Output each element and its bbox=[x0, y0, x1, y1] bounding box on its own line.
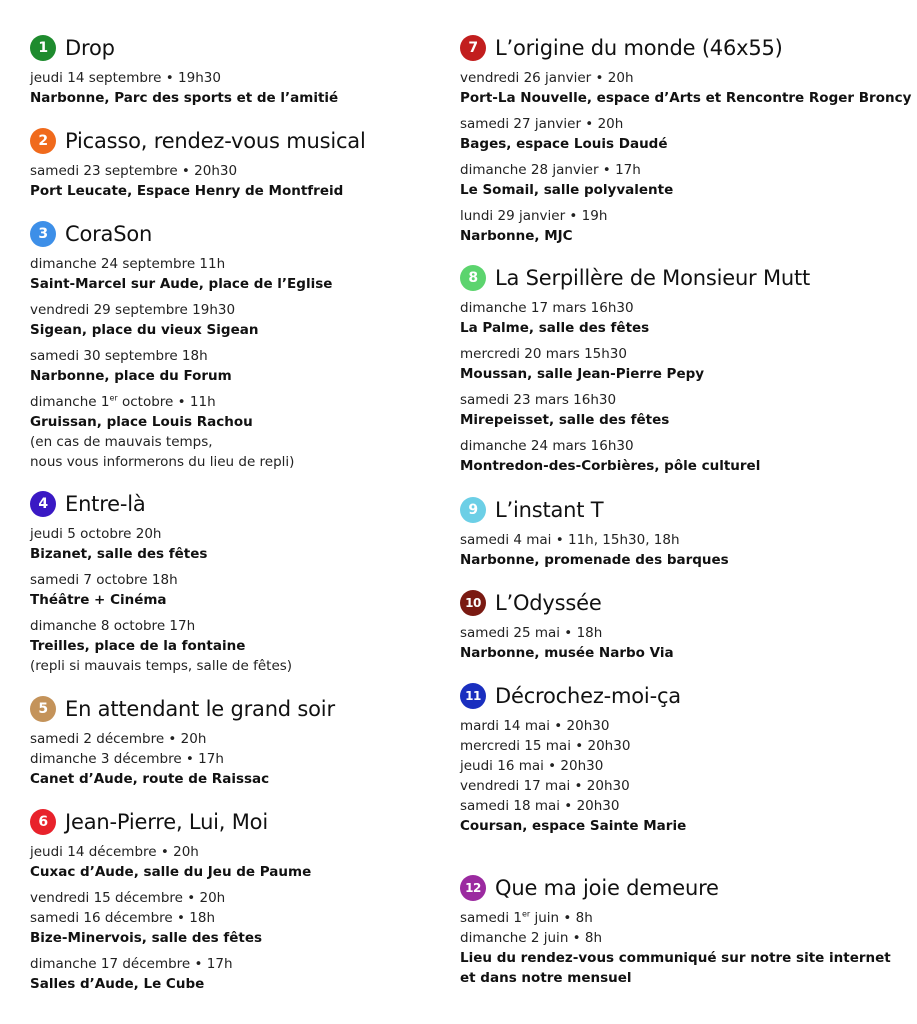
performance-date: samedi 7 octobre 18h bbox=[30, 572, 178, 588]
event-5 bbox=[30, 695, 440, 795]
performance-date: samedi 4 mai • 11h, 15h30, 18h bbox=[460, 532, 680, 548]
performance-group bbox=[460, 206, 900, 246]
performance-group bbox=[30, 888, 440, 948]
event-header bbox=[30, 34, 440, 62]
performance-group bbox=[30, 346, 440, 386]
performance-date bbox=[30, 392, 440, 412]
event-2 bbox=[30, 127, 440, 207]
performance-venue: Saint-Marcel sur Aude, place de l’Eglise bbox=[30, 276, 333, 292]
performance-venue: Bize-Minervois, salle des fêtes bbox=[30, 930, 263, 946]
event-title: L’origine du monde (46x55) bbox=[495, 36, 783, 60]
performance-group bbox=[30, 68, 440, 108]
event-number-badge: 9 bbox=[460, 497, 486, 523]
event-number-badge: 5 bbox=[30, 696, 56, 722]
performance-venue: Bages, espace Louis Daudé bbox=[460, 136, 668, 152]
event-8 bbox=[460, 264, 900, 482]
performance-group bbox=[30, 729, 440, 789]
performance-date: samedi 18 mai • 20h30 bbox=[460, 798, 620, 814]
performance-group bbox=[30, 616, 440, 676]
event-title: Picasso, rendez-vous musical bbox=[65, 129, 366, 153]
performance-date: vendredi 26 janvier • 20h bbox=[460, 70, 634, 86]
event-number-badge: 1 bbox=[30, 35, 56, 61]
performance-group bbox=[460, 344, 900, 384]
event-number-badge: 4 bbox=[30, 491, 56, 517]
event-header bbox=[460, 682, 900, 710]
event-header bbox=[460, 496, 900, 524]
performance-venue: Port-La Nouvelle, espace d’Arts et Rencontre Roger Broncy bbox=[460, 90, 912, 106]
date-part: samedi 1 bbox=[460, 910, 522, 926]
date-part: octobre • 11h bbox=[117, 394, 216, 410]
performance-date: dimanche 2 juin • 8h bbox=[460, 930, 603, 946]
performance-group bbox=[460, 436, 900, 476]
performance-date: samedi 30 septembre 18h bbox=[30, 348, 208, 364]
event-header bbox=[30, 490, 440, 518]
event-number-badge: 3 bbox=[30, 221, 56, 247]
performance-date: samedi 23 mars 16h30 bbox=[460, 392, 617, 408]
event-number-badge: 11 bbox=[460, 683, 486, 709]
performance-group bbox=[30, 842, 440, 882]
performance-date: samedi 23 septembre • 20h30 bbox=[30, 163, 238, 179]
event-header bbox=[460, 874, 900, 902]
performance-date: dimanche 8 octobre 17h bbox=[30, 618, 196, 634]
performance-group bbox=[30, 254, 440, 294]
event-title: Décrochez-moi-ça bbox=[495, 684, 681, 708]
event-header bbox=[460, 264, 900, 292]
performance-venue: Narbonne, MJC bbox=[460, 228, 573, 244]
event-title: En attendant le grand soir bbox=[65, 697, 335, 721]
performance-venue: Bizanet, salle des fêtes bbox=[30, 546, 208, 562]
performance-venue: Coursan, espace Sainte Marie bbox=[460, 818, 687, 834]
event-header bbox=[30, 695, 440, 723]
performance-date: jeudi 5 octobre 20h bbox=[30, 526, 162, 542]
performance-venue: Narbonne, Parc des sports et de l’amitié bbox=[30, 90, 339, 106]
performance-venue: Montredon-des-Corbières, pôle culturel bbox=[460, 458, 761, 474]
performance-date: jeudi 14 septembre • 19h30 bbox=[30, 70, 221, 86]
event-number-badge: 10 bbox=[460, 590, 486, 616]
event-title: Jean-Pierre, Lui, Moi bbox=[65, 810, 268, 834]
performance-venue: La Palme, salle des fêtes bbox=[460, 320, 650, 336]
date-part: dimanche 1 bbox=[30, 394, 110, 410]
performance-group bbox=[30, 300, 440, 340]
performance-venue: Canet d’Aude, route de Raissac bbox=[30, 771, 270, 787]
performance-date: dimanche 24 mars 16h30 bbox=[460, 438, 634, 454]
event-header bbox=[30, 220, 440, 248]
performance-venue: Salles d’Aude, Le Cube bbox=[30, 976, 205, 992]
event-title: L’Odyssée bbox=[495, 591, 602, 615]
event-header bbox=[30, 127, 440, 155]
date-part: juin • 8h bbox=[530, 910, 593, 926]
venue-note: nous vous informerons du lieu de repli) bbox=[30, 454, 295, 470]
performance-date: samedi 16 décembre • 18h bbox=[30, 910, 216, 926]
event-3 bbox=[30, 220, 440, 478]
performance-date: dimanche 3 décembre • 17h bbox=[30, 751, 224, 767]
performance-group bbox=[30, 570, 440, 610]
date-ordinal: er bbox=[521, 909, 531, 919]
event-title: Que ma joie demeure bbox=[495, 876, 719, 900]
performance-date: vendredi 29 septembre 19h30 bbox=[30, 302, 236, 318]
performance-group bbox=[460, 160, 900, 200]
performance-group bbox=[460, 623, 900, 663]
performance-group bbox=[460, 530, 900, 570]
event-10 bbox=[460, 589, 900, 669]
event-number-badge: 6 bbox=[30, 809, 56, 835]
performance-date: dimanche 17 décembre • 17h bbox=[30, 956, 233, 972]
event-number-badge: 12 bbox=[460, 875, 486, 901]
venue-note: (repli si mauvais temps, salle de fêtes) bbox=[30, 658, 293, 674]
event-title: L’instant T bbox=[495, 498, 604, 522]
venue-note: et dans notre mensuel bbox=[460, 970, 632, 986]
performance-group bbox=[460, 716, 900, 836]
performance-date: vendredi 15 décembre • 20h bbox=[30, 890, 226, 906]
performance-date: dimanche 24 septembre 11h bbox=[30, 256, 226, 272]
event-number-badge: 8 bbox=[460, 265, 486, 291]
performance-date bbox=[460, 908, 900, 928]
date-ordinal: er bbox=[109, 393, 118, 403]
performance-group bbox=[30, 954, 440, 994]
performance-group bbox=[460, 298, 900, 338]
event-4 bbox=[30, 490, 440, 682]
performance-venue: Cuxac d’Aude, salle du Jeu de Paume bbox=[30, 864, 312, 880]
performance-date: jeudi 14 décembre • 20h bbox=[30, 844, 199, 860]
performance-venue: Narbonne, musée Narbo Via bbox=[460, 645, 674, 661]
performance-venue: Le Somail, salle polyvalente bbox=[460, 182, 674, 198]
performance-date: jeudi 16 mai • 20h30 bbox=[460, 758, 604, 774]
performance-group bbox=[460, 908, 900, 988]
performance-venue: Port Leucate, Espace Henry de Montfreid bbox=[30, 183, 344, 199]
event-6 bbox=[30, 808, 440, 1000]
performance-venue: Théâtre + Cinéma bbox=[30, 592, 167, 608]
event-header bbox=[460, 589, 900, 617]
event-12 bbox=[460, 874, 900, 994]
event-header bbox=[30, 808, 440, 836]
performance-group bbox=[30, 524, 440, 564]
event-header bbox=[460, 34, 900, 62]
performance-venue: Moussan, salle Jean-Pierre Pepy bbox=[460, 366, 705, 382]
event-title: CoraSon bbox=[65, 222, 153, 246]
performance-venue: Mirepeisset, salle des fêtes bbox=[460, 412, 670, 428]
performance-date: dimanche 17 mars 16h30 bbox=[460, 300, 634, 316]
event-number-badge: 2 bbox=[30, 128, 56, 154]
performance-date: mardi 14 mai • 20h30 bbox=[460, 718, 610, 734]
performance-group bbox=[460, 390, 900, 430]
event-title: Drop bbox=[65, 36, 115, 60]
performance-date: lundi 29 janvier • 19h bbox=[460, 208, 608, 224]
performance-date: dimanche 28 janvier • 17h bbox=[460, 162, 641, 178]
performance-group bbox=[460, 114, 900, 154]
performance-venue: Narbonne, place du Forum bbox=[30, 368, 232, 384]
performance-group bbox=[30, 392, 440, 472]
performance-venue: Treilles, place de la fontaine bbox=[30, 638, 246, 654]
event-title: Entre-là bbox=[65, 492, 146, 516]
performance-date: samedi 2 décembre • 20h bbox=[30, 731, 207, 747]
performance-group bbox=[460, 68, 912, 108]
event-1 bbox=[30, 34, 440, 114]
performance-date: mercredi 15 mai • 20h30 bbox=[460, 738, 631, 754]
performance-date: samedi 27 janvier • 20h bbox=[460, 116, 624, 132]
event-7 bbox=[460, 34, 912, 252]
performance-date: mercredi 20 mars 15h30 bbox=[460, 346, 627, 362]
venue-note: (en cas de mauvais temps, bbox=[30, 434, 213, 450]
performance-venue: Gruissan, place Louis Rachou bbox=[30, 414, 253, 430]
performance-date: samedi 25 mai • 18h bbox=[460, 625, 603, 641]
performance-group bbox=[30, 161, 440, 201]
event-11 bbox=[460, 682, 900, 842]
performance-venue: Sigean, place du vieux Sigean bbox=[30, 322, 259, 338]
event-9 bbox=[460, 496, 900, 576]
performance-venue: Lieu du rendez-vous communiqué sur notre site internet bbox=[460, 950, 891, 966]
event-title: La Serpillère de Monsieur Mutt bbox=[495, 266, 811, 290]
performance-date: vendredi 17 mai • 20h30 bbox=[460, 778, 630, 794]
performance-venue: Narbonne, promenade des barques bbox=[460, 552, 729, 568]
event-number-badge: 7 bbox=[460, 35, 486, 61]
